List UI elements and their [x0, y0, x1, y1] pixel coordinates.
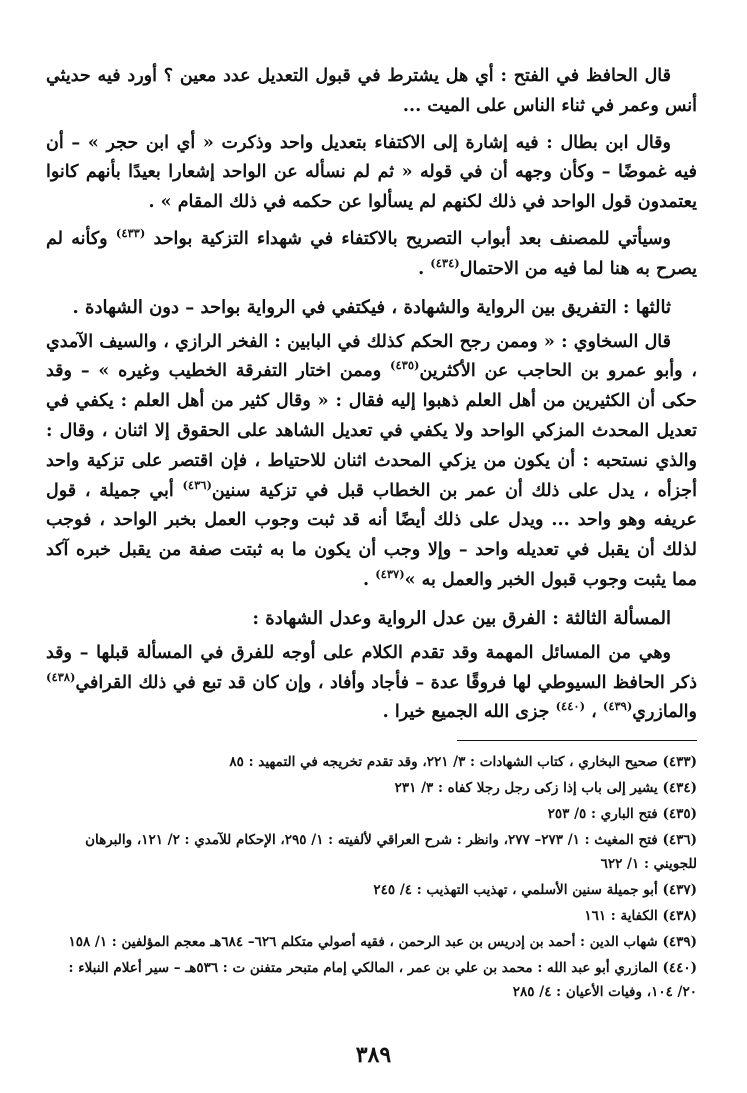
section-heading-issue-three: المسألة الثالثة : الفرق بين عدل الرواية وعدل الشهادة :	[252, 607, 671, 629]
footnote-ref-434[interactable]: (٤٣٤)	[430, 255, 460, 270]
page-number: ٣٨٩	[355, 1042, 392, 1068]
footnote-438: (٤٣٨) الكفاية : ١٦١	[584, 908, 697, 925]
footnote-ref-439[interactable]: (٤٣٩)	[602, 699, 633, 714]
paragraph-sakhawi	[46, 328, 697, 596]
footnote-ref-436[interactable]: (٤٣٦)	[182, 477, 212, 492]
paragraph-text: وهي من المسائل المهمة وقد تقدم الكلام على أوجه للفرق في المسألة قبلها – وقد ذكر الحافظ السيوطي لها فروقًا عدة – فأجاد وأفاد ، وإن كان قد تبع في ذلك القرافي	[46, 642, 697, 693]
paragraph-fath	[46, 62, 697, 122]
paragraph-musannif	[46, 225, 697, 285]
paragraph-text: وسيأتي للمصنف بعد أبواب التصريح بالاكتفاء في شهداء التزكية بواحد	[145, 228, 671, 249]
footnote-439: (٤٣٩) شهاب الدين : أحمد بن إدريس بن عبد الرحمن ، فقيه أصولي متكلم ٦٢٦– ٦٨٤هـ معجم المؤلفين : ١/ ١٥٨	[68, 934, 697, 951]
footnote-433: (٤٣٣) صحيح البخاري ، كتاب الشهادات : ٣/ ٢٢١، وقد تقدم تخريجه في التمهيد : ٨٥	[229, 754, 697, 771]
paragraph-text: أبي جميلة ، قول عريفه وهو واحد ... ويدل على ذلك أيضًا أنه قد ثبت وجوب العمل بخبر الواحد ، فوجب لذلك أن يقبل في تعديله واحد – وإلا وجب أن يكون ما به ثبتت صفة من يقبل خبره آكد مما يثبت وجوب قبول الخبر والعمل به »	[46, 480, 697, 590]
paragraph-text: .	[418, 258, 431, 279]
footnote-ref-433[interactable]: (٤٣٣)	[115, 226, 146, 241]
paragraph-text: ،	[585, 702, 603, 723]
paragraph-text: وممن اختار التفرقة الخطيب وغيره » – وقد حكى أن الكثيرين من أهل العلم ذهبوا إليه فقال : « وقال كثير من أهل العلم : يكفي في تعديل المحدث المزكي الواحد ولا يكفي في تعديل الشاهد على الحقوق إلا اثنان ، وقال : والذي نستحبه : أن يكون من يزكي المحدث اثنان للاحتياط ، فإن اقتصر على تزكية واحد أجزأه ، يدل على ذلك أن عمر بن الخطاب قبل في تزكية سنين	[46, 361, 697, 501]
paragraph-text: والمازري	[632, 702, 697, 723]
footnote-435: (٤٣٥) فتح الباري : ٥/ ٢٥٣	[547, 806, 697, 823]
footnote-ref-438[interactable]: (٤٣٨)	[46, 669, 76, 684]
footnote-434: (٤٣٤) يشير إلى باب إذا زكى رجل رجلا كفاه : ٣/ ٢٣١	[394, 780, 697, 797]
footnote-separator	[457, 740, 697, 741]
paragraph-text: قال السخاوي : « وممن رجح الحكم كذلك في البابين : الفخر الرازي ، والسيف الآمدي ، وأبو عمرو بن الحاجب عن الأكثرين	[46, 331, 697, 382]
footnote-ref-435[interactable]: (٤٣٥)	[390, 358, 420, 373]
footnotes	[46, 750, 697, 1004]
paragraph-text: .	[363, 569, 376, 590]
section-heading-third: ثالثها : التفريق بين الرواية والشهادة ، فيكتفي في الرواية بواحد – دون الشهادة .	[72, 296, 671, 318]
footnote-440: (٤٤٠) المازري أبو عبد الله : محمد بن علي بن عمر ، المالكي إمام متبحر متفنن ت : ٥٣٦هـ – سير أعلام النبلاء : ٢٠/ ١٠٤، وفيات الأعيان : ٤/ ٢٨٥	[68, 960, 697, 1001]
footnote-ref-437[interactable]: (٤٣٧)	[375, 567, 405, 582]
paragraph-lead: قال الحافظ في الفتح :	[500, 66, 671, 86]
footnote-437: (٤٣٧) أبو جميلة سنين الأسلمي ، تهذيب التهذيب : ٤/ ٢٤٥	[373, 882, 697, 899]
footnote-436: (٤٣٦) فتح المغيث : ١/ ٢٧٣– ٢٧٧، وانظر : شرح العراقي لألفيته : ١/ ٢٩٥، الإحكام للآمدي : ٢/ ١٢١، والبرهان للجويني : ١/ ٦٢٢	[85, 832, 697, 873]
paragraph-text: أي هل يشترط في قبول التعديل عدد معين ؟ أورد فيه حديثي أنس وعمر في ثناء الناس على الميت ...	[46, 66, 697, 116]
paragraph-ibn-battal: وقال ابن بطال : فيه إشارة إلى الاكتفاء بتعديل واحد وذكرت « أي ابن حجر » – أن فيه غموضًا – وكأن وجهه أن في قوله « ثم لم نسأله عن الواحد إشعارا بعيدًا بأنهم كانوا يعتمدون قول الواحد في ذلك لكنهم لم يسألوا عن حكمه في ذلك المقام » .	[46, 132, 697, 213]
paragraph-text: وكأنه لم يصرح به هنا لما فيه من الاحتمال	[46, 228, 697, 279]
paragraph-differences	[46, 639, 697, 728]
paragraph-text: جزى الله الجميع خيرا .	[382, 702, 556, 723]
footnote-ref-440[interactable]: (٤٤٠)	[555, 699, 586, 714]
